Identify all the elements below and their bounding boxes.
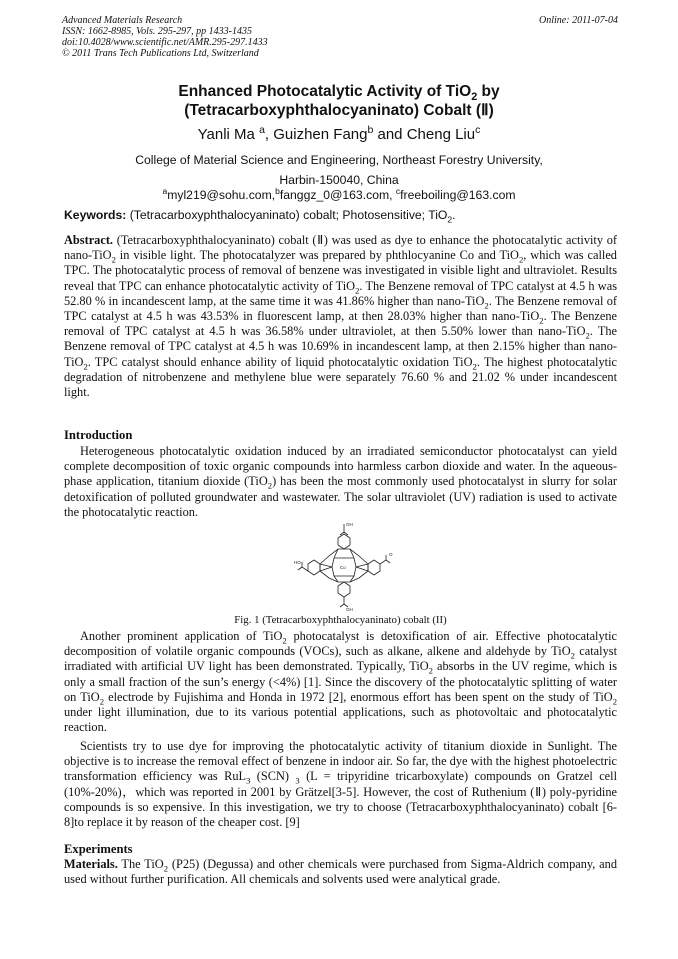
abstract: Abstract. (Tetracarboxyphthalocyaninato) cobalt (Ⅱ) was used as dye to enhance the photocatalytic activity of nano-TiO$_2$ in visible light. The photocatalyzer was prepared by phthlocyanine Co and TiO$_2$, which was called TPC. The photocatalytic process of removal of benzene was investigated in visible light and ultraviolet. Results reveal that TPC can enhance photocatalytic activity of TiO$_2$. The Benzene removal of TPC catalyst at 4.5 h was 52.80 % in incandescent lamp, at the same time it was 41.86% higher than nano-TiO$_2$. The Benzene removal of TPC catalyst at 4.5 h was 43.53% in fluorescent lamp, at then 28.03% higher than nano-TiO$_2$. The Benzene removal of TPC catalyst at 4.5 h was 36.58% under ultraviolet, at then 5.50% lower than nano-TiO$_2$. The Benzene removal of TPC catalyst at 4.5 h was 10.69% in incandescent lamp, at then 2.15% higher than nano-TiO$_2$. TPC catalyst should enhance ability of liquid photocatalytic oxidation TiO$_2$. The highest photocatalytic degradation of nitrobenzene and methylene blue were separately 76.60 % and 21.02 % under incandescent light. bbox=[64, 233, 618, 400]
figure-label-oh-bottom: OH bbox=[346, 607, 353, 612]
materials-paragraph: Materials. The TiO$_2$ (P25) (Degussa) and other chemicals were purchased from Sigma-Aldrich company, and used without further purification. All chemicals and solvents used were analytical grade. bbox=[64, 857, 618, 887]
online-date: Online: 2011-07-04 bbox=[539, 15, 618, 26]
materials-label: Materials. bbox=[64, 857, 118, 871]
affiliation-line-1: College of Material Science and Engineering, Northeast Forestry University, bbox=[135, 153, 543, 167]
author-3: Cheng Liu bbox=[406, 126, 476, 143]
doi: doi:10.4028/www.scientific.net/AMR.295-297.1433 bbox=[62, 37, 268, 48]
copyright: © 2011 Trans Tech Publications Ltd, Switzerland bbox=[62, 48, 259, 59]
keywords: Keywords: (Tetracarboxyphthalocyaninato) cobalt; Photosensitive; TiO$_2$. bbox=[64, 208, 456, 225]
issn: ISSN: 1662-8985, Vols. 295-297, pp 1433-1435 bbox=[62, 26, 252, 37]
paper-title: Enhanced Photocatalytic Activity of TiO$_2$ by (Tetracarboxyphthalocyaninato) Cobalt (Ⅱ) bbox=[178, 83, 500, 119]
figure-1-caption: Fig. 1 (Tetracarboxyphthalocyaninato) cobalt (II) bbox=[234, 614, 447, 626]
figure-label-o-right: O bbox=[389, 552, 393, 557]
abstract-label: Abstract. bbox=[64, 233, 114, 247]
author-2: Guizhen Fang bbox=[273, 126, 368, 143]
email-a: myl219@sohu.com, bbox=[167, 188, 276, 202]
running-header bbox=[62, 15, 618, 59]
authors: Yanli Ma $^a$, Guizhen Fang$^b$ and Cheng Liu$^c$ bbox=[197, 124, 481, 143]
figure-label-ho-left: HO bbox=[294, 560, 301, 565]
introduction-heading: Introduction bbox=[64, 428, 133, 442]
experiments-heading: Experiments bbox=[64, 842, 133, 856]
email-b: fanggz_0@163.com, bbox=[279, 188, 396, 202]
affiliation-line-2: Harbin-150040, China bbox=[279, 173, 399, 187]
author-1: Yanli Ma bbox=[197, 126, 255, 143]
figure-1-structure bbox=[294, 520, 394, 612]
email-c: freeboiling@163.com bbox=[400, 188, 516, 202]
author-emails: $^a$myl219@sohu.com,$^b$fanggz_0@163.com, $^c$freeboiling@163.com bbox=[162, 185, 516, 202]
figure-label-oh-top: OH bbox=[346, 522, 353, 527]
figure-label-co: Co bbox=[340, 565, 346, 570]
journal-name: Advanced Materials Research bbox=[62, 15, 183, 26]
intro-paragraph-2: Another prominent application of TiO$_2$ photocatalyst is detoxification of air. Effective photocatalytic decomposition of volatile organic compounds (VOCs), such as alkane, alkene and aldehyde by TiO$_2$ catalyst irradiated with artificial UV light has been demonstrated. Typically, TiO$_2$ absorbs in the UV regime, which is only a small fraction of the sun’s energy (<4%) [1]. Since the discovery of the photocatalytic splitting of water on TiO$_2$ electrode by Fujishima and Honda in 1972 [2], enormous effort has been spent on the study of TiO$_2$ under light illumination, due to its various potential applications, such as photovoltaic and photocatalytic reaction. bbox=[64, 629, 618, 735]
intro-paragraph-3: Scientists try to use dye for improving the photocatalytic activity of titanium dioxide in Sunlight. The objective is to increase the removal effect of benzene in indoor air. So far, the dye with the highest photoelectric transformation efficiency was RuL$_3$ (SCN) $_3$ (L = tripyridine tricarboxylate) compounds on Gratzel cell (10%-20%)，which was reported in 2001 by Grätzel[3-5]. However, the cost of Ruthenium (Ⅱ) poly-pyridine compounds is so expensive. In this investigation, we try to choose (Tetracarboxyphthalocyaninato) cobalt [6-8]to replace it by reason of the cheaper cost. [9] bbox=[64, 739, 618, 830]
intro-paragraph-1: Heterogeneous photocatalytic oxidation induced by an irradiated semiconductor photocatalyst can yield complete decomposition of toxic organic compounds into harmless carbon dioxide and water. In the aqueous-phase application, titanium dioxide (TiO$_2$) has been the most commonly used photocatalyst in slurry for solar detoxification of polluted groundwater and wastewater. The solar ultraviolet (UV) radiation is used to activate the photocatalytic reaction. bbox=[64, 444, 617, 519]
